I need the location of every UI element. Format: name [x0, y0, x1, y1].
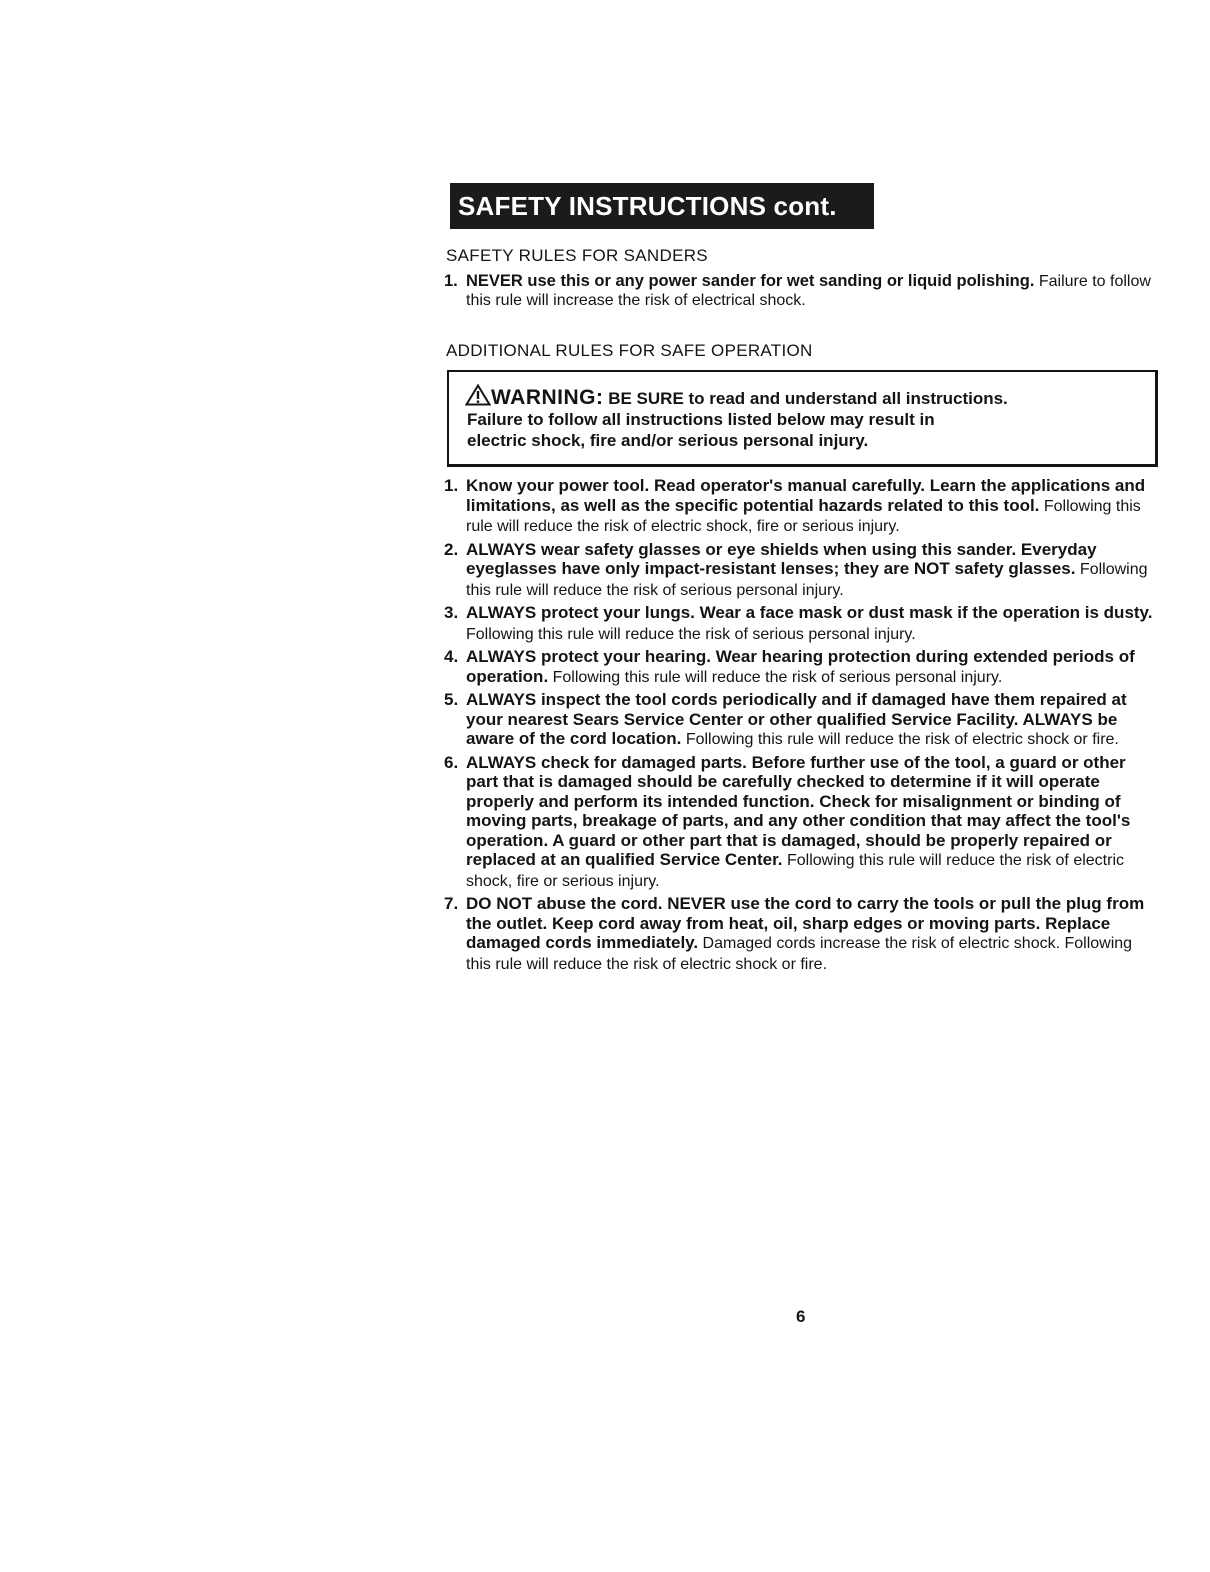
sander-rule — [444, 272, 1164, 310]
rule-number: 3. — [444, 603, 459, 622]
list-item — [444, 753, 1156, 892]
warning-label: WARNING: — [491, 386, 604, 409]
rule-number: 2. — [444, 539, 459, 559]
warning-line-1: BE SURE to read and understand all instructions. — [603, 389, 1008, 408]
warning-line-3: electric shock, fire and/or serious personal injury. — [467, 431, 869, 450]
safety-rules-list — [444, 476, 1156, 977]
list-item — [444, 603, 1156, 644]
rule-normal-text: Following this rule will reduce the risk of serious personal injury. — [466, 625, 916, 643]
rule-bold-text: ALWAYS inspect the tool cords periodically and if damaged have them repaired at your nearest Sears Service Center or other qualified Service Facility. ALWAYS be aware of the cord location. — [466, 690, 1127, 748]
rule-bold-text: DO NOT abuse the cord. NEVER use the cord to carry the tools or pull the plug from the outlet. Keep cord away from heat, oil, sharp edges or moving parts. Replace damaged cords immediately. — [466, 894, 1145, 952]
warning-triangle-icon — [465, 384, 491, 406]
list-item — [444, 647, 1156, 687]
section-heading-sanders: SAFETY RULES FOR SANDERS — [446, 246, 708, 265]
rule-number: 1. — [444, 272, 458, 290]
rule-number: 4. — [444, 647, 459, 666]
rule-normal-text: Following this rule will reduce the risk of electric shock or fire. — [681, 731, 1119, 748]
rule-number: 6. — [444, 752, 459, 772]
rule-normal-text: Following this rule will reduce the risk of serious personal injury. — [466, 561, 1148, 599]
list-item — [444, 540, 1156, 601]
rule-bold-text: NEVER use this or any power sander for wet sanding or liquid polishing. — [466, 272, 1035, 290]
rule-normal-text: Following this rule will reduce the risk of electric shock, fire or serious injury. — [466, 497, 1141, 535]
list-item — [444, 476, 1156, 537]
page-title: SAFETY INSTRUCTIONS cont. — [450, 183, 874, 229]
rule-normal-text: Failure to follow this rule will increase the risk of electrical shock. — [466, 273, 1151, 309]
page-number: 6 — [796, 1307, 806, 1326]
rule-bold-text: ALWAYS wear safety glasses or eye shields when using this sander. Everyday eyeglasses have only impact-resistant lenses; they are NOT safety glasses. — [466, 539, 1097, 578]
warning-box — [447, 370, 1158, 467]
list-item — [444, 690, 1156, 750]
warning-line-2: Failure to follow all instructions listed below may result in — [467, 410, 935, 429]
section-heading-additional: ADDITIONAL RULES FOR SAFE OPERATION — [446, 341, 813, 360]
rule-number: 1. — [444, 476, 459, 495]
list-item — [444, 894, 1156, 974]
rule-number: 5. — [444, 690, 459, 709]
rule-number: 7. — [444, 894, 459, 913]
rule-normal-text: Following this rule will reduce the risk of serious personal injury. — [548, 668, 1003, 686]
rule-bold-text: ALWAYS protect your lungs. Wear a face mask or dust mask if the operation is dusty. — [466, 603, 1153, 622]
rule-bold-text: Know your power tool. Read operator's manual carefully. Learn the applications and limitations, as well as the specific potential hazards related to this tool. — [466, 476, 1146, 515]
rule-normal-text: Damaged cords increase the risk of electric shock. Following this rule will reduce the risk of electric shock or fire. — [466, 935, 1133, 973]
rule-bold-text: ALWAYS protect your hearing. Wear hearing protection during extended periods of operation. — [466, 647, 1135, 686]
rule-normal-text: Following this rule will reduce the risk of electric shock, fire or serious injury. — [466, 852, 1124, 890]
rule-bold-text: ALWAYS check for damaged parts. Before further use of the tool, a guard or other part that is damaged should be carefully checked to determine if it will operate properly and perform its intended function. Check for misalignment or binding of moving parts, breakage of parts, and any other condition that may affect the tool's operation. A guard or other part that is damaged, should be properly repaired or replaced at an qualified Service Center. — [466, 752, 1131, 869]
